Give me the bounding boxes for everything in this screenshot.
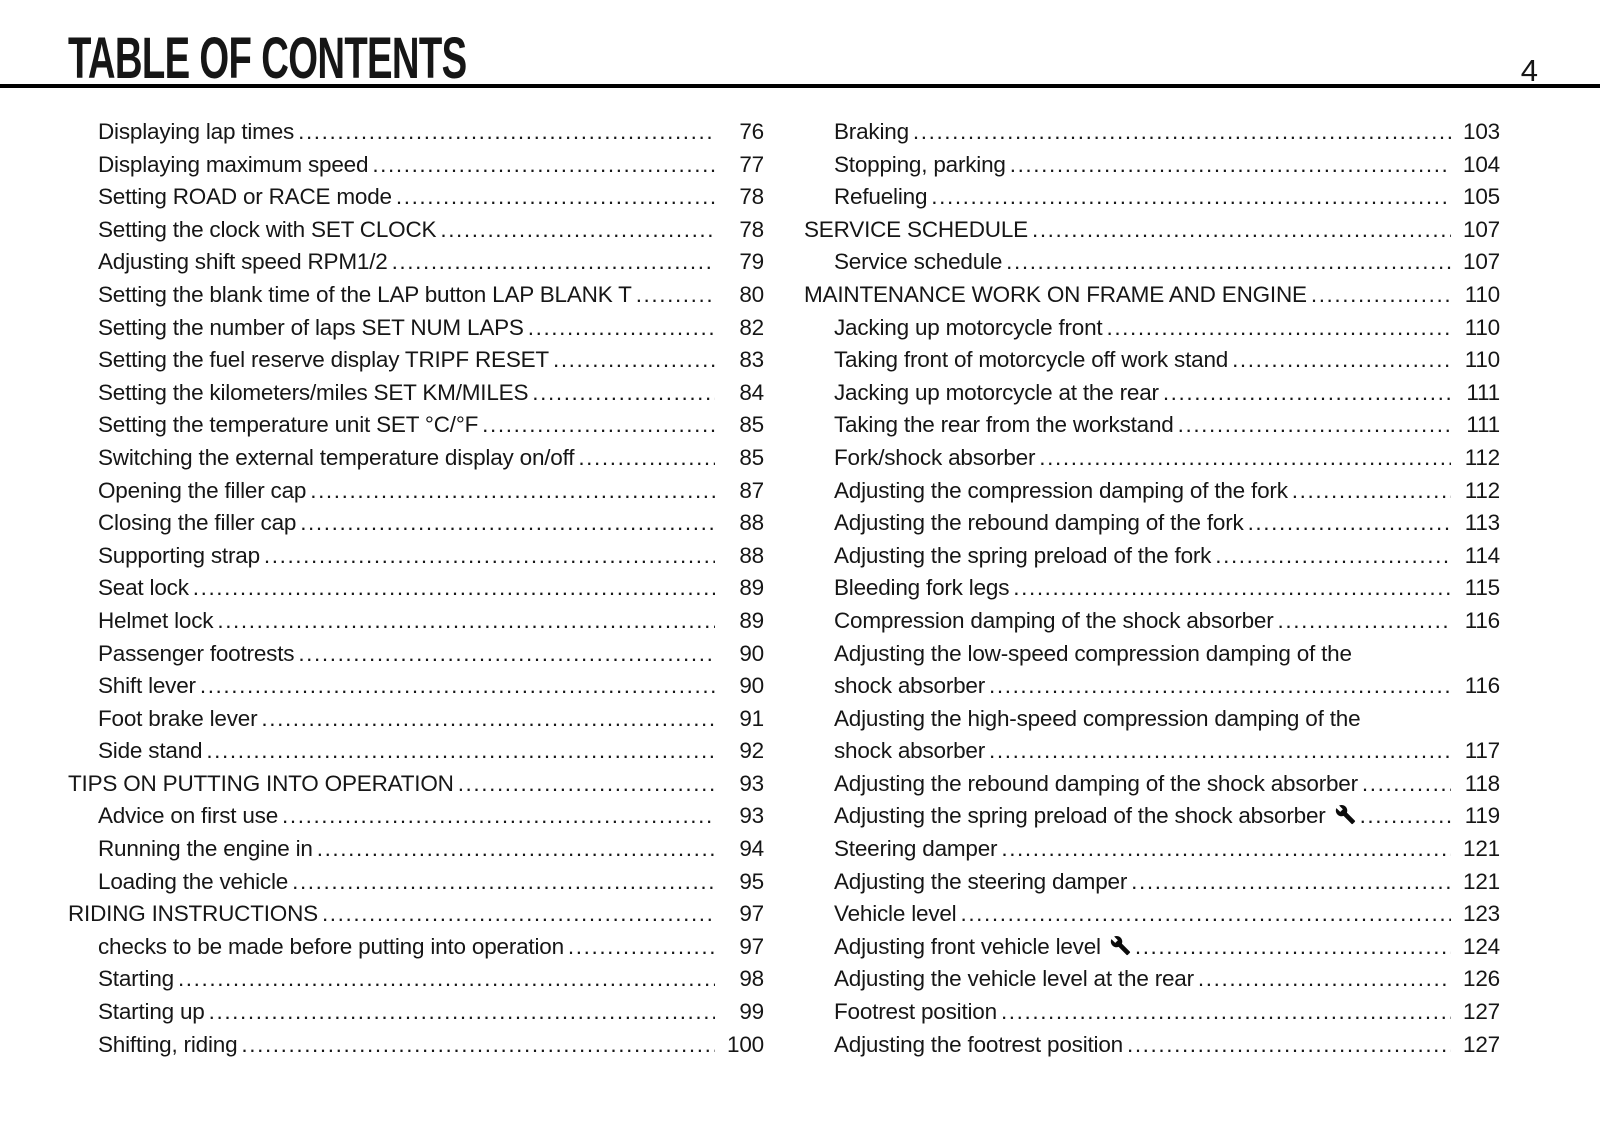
toc-entry — [804, 833, 1500, 866]
toc-entry — [68, 181, 764, 214]
toc-entry-label: Shift lever — [98, 673, 196, 699]
dot-leader — [1178, 409, 1451, 442]
toc-entry-label: Adjusting the compression damping of the fork — [834, 477, 1288, 503]
dot-leader — [1362, 768, 1451, 801]
toc-entry — [68, 116, 764, 149]
toc-entry — [68, 833, 764, 866]
toc-entry — [68, 996, 764, 1029]
toc-entry — [804, 931, 1500, 964]
toc-entry-label: Adjusting the spring preload of the shock absorber — [834, 803, 1326, 829]
toc-entry-page: 97 — [739, 933, 764, 959]
toc-entry-page: 107 — [1463, 249, 1500, 275]
dot-leader — [1010, 149, 1451, 182]
dot-leader — [193, 572, 715, 605]
toc-entry-label: Adjusting the rebound damping of the fork — [834, 510, 1244, 536]
toc-entry — [804, 866, 1500, 899]
toc-entry — [804, 246, 1500, 279]
toc-entry — [804, 344, 1500, 377]
toc-entry-page: 91 — [739, 705, 764, 731]
toc-entry — [68, 670, 764, 703]
toc-entry-page: 107 — [1463, 216, 1500, 242]
toc-entry-page: 76 — [739, 119, 764, 144]
dot-leader — [1001, 996, 1451, 1029]
toc-entry-label: Braking — [834, 119, 909, 144]
toc-entry-label: checks to be made before putting into operation — [98, 933, 564, 959]
dot-leader — [960, 898, 1451, 931]
dot-leader — [1360, 800, 1451, 833]
toc-entry-label: Displaying maximum speed — [98, 151, 369, 177]
toc-entry — [804, 963, 1500, 996]
toc-entry-page: 99 — [739, 999, 764, 1025]
toc-entry-page: 127 — [1463, 999, 1500, 1025]
toc-entry-label: Taking front of motorcycle off work stand — [834, 347, 1229, 373]
toc-entry-label: Supporting strap — [98, 542, 260, 568]
toc-column-left — [68, 116, 764, 1061]
toc-entry — [804, 409, 1500, 442]
toc-entry-page: 93 — [739, 803, 764, 829]
toc-entry-label: RIDING INSTRUCTIONS — [68, 901, 318, 927]
toc-entry — [804, 768, 1500, 801]
toc-entry-page: 112 — [1464, 444, 1500, 470]
dot-leader — [396, 181, 715, 214]
toc-entry-label: Advice on first use — [98, 803, 279, 829]
dot-leader — [1039, 442, 1451, 475]
toc-entry-page: 84 — [739, 379, 764, 405]
toc-entry-label: Opening the filler cap — [98, 477, 307, 503]
toc-entry-page: 116 — [1464, 673, 1500, 699]
toc-entry-label: Adjusting shift speed RPM1/2 — [98, 249, 388, 275]
toc-entry — [68, 377, 764, 410]
toc-entry-label: Setting the fuel reserve display TRIPF RESET — [98, 347, 549, 373]
dot-leader — [931, 181, 1451, 214]
toc-entry-label: Adjusting the spring preload of the fork — [834, 542, 1212, 568]
dot-leader — [636, 279, 715, 312]
toc-entry-label: Shifting, riding — [98, 1031, 238, 1057]
toc-entry-page: 83 — [739, 347, 764, 373]
toc-entry-page: 98 — [739, 966, 764, 992]
toc-entry-label: shock absorber — [834, 738, 986, 764]
dot-leader — [1106, 312, 1451, 345]
dot-leader — [298, 638, 715, 671]
toc-entry-page: 78 — [739, 184, 764, 210]
toc-entry — [804, 149, 1500, 182]
toc-entry-page: 100 — [727, 1031, 764, 1057]
dot-leader — [553, 344, 715, 377]
toc-entry — [68, 442, 764, 475]
toc-entry-page: 112 — [1464, 477, 1500, 503]
toc-entry-label: Foot brake lever — [98, 705, 258, 731]
toc-entry-page: 118 — [1464, 770, 1500, 796]
toc-entry-page: 111 — [1466, 412, 1500, 438]
toc-entry-page: 92 — [739, 738, 764, 764]
toc-entry — [804, 475, 1500, 508]
dot-leader — [913, 116, 1451, 149]
dot-leader — [578, 442, 715, 475]
toc-entry — [804, 800, 1500, 833]
dot-leader — [1232, 344, 1451, 377]
toc-entry — [804, 638, 1500, 703]
dot-leader — [264, 540, 715, 573]
dot-leader — [440, 214, 715, 247]
toc-entry — [68, 638, 764, 671]
dot-leader — [458, 768, 715, 801]
toc-entry — [804, 898, 1500, 931]
dot-leader — [1127, 1029, 1451, 1062]
toc-entry — [804, 377, 1500, 410]
toc-entry — [68, 800, 764, 833]
dot-leader — [989, 735, 1451, 768]
toc-entry-label: Service schedule — [834, 249, 1003, 275]
toc-entry-label: Refueling — [834, 184, 928, 210]
toc-entry — [68, 344, 764, 377]
dot-leader — [1292, 475, 1451, 508]
toc-entry-page: 121 — [1463, 836, 1500, 862]
toc-entry-label: Setting the kilometers/miles SET KM/MILES — [98, 379, 529, 405]
toc-entry-page: 124 — [1463, 933, 1500, 959]
toc-entry-label: Adjusting the vehicle level at the rear — [834, 966, 1194, 992]
page-header — [0, 0, 1600, 91]
toc-entry-page: 82 — [739, 314, 764, 340]
toc-entry-page: 88 — [739, 510, 764, 536]
toc-entry-label: Taking the rear from the workstand — [834, 412, 1174, 438]
toc-entry-label: Setting the clock with SET CLOCK — [98, 216, 437, 242]
toc-entry-label: TIPS ON PUTTING INTO OPERATION — [68, 770, 454, 796]
dot-leader — [568, 931, 715, 964]
dot-leader — [310, 475, 715, 508]
toc-entry — [804, 605, 1500, 638]
toc-entry-page: 111 — [1466, 379, 1500, 405]
toc-entry — [68, 703, 764, 736]
toc-entry — [68, 931, 764, 964]
dot-leader — [372, 149, 715, 182]
dot-leader — [322, 898, 715, 931]
toc-entry — [68, 1029, 764, 1062]
toc-entry — [804, 507, 1500, 540]
toc-entry-page: 85 — [739, 412, 764, 438]
toc-entry-label: Closing the filler cap — [98, 510, 297, 536]
dot-leader — [1278, 605, 1451, 638]
wrench-icon — [1335, 804, 1356, 825]
toc-entry-label: Footrest position — [834, 999, 997, 1025]
dot-leader — [1032, 214, 1451, 247]
toc-entry-label: Compression damping of the shock absorber — [834, 607, 1274, 633]
toc-entry-label: Adjusting front vehicle level — [834, 933, 1101, 959]
toc-entry-label: Bleeding fork legs — [834, 575, 1010, 601]
dot-leader — [392, 246, 715, 279]
toc-entry-page: 117 — [1464, 738, 1500, 764]
dot-leader — [1311, 279, 1451, 312]
toc-entry — [68, 312, 764, 345]
dot-leader — [200, 670, 715, 703]
toc-entry-page: 103 — [1463, 119, 1500, 144]
toc-entry-label: Displaying lap times — [98, 119, 295, 144]
toc-entry-page: 110 — [1464, 281, 1500, 307]
toc-entry — [68, 898, 764, 931]
toc-entry-page: 97 — [739, 901, 764, 927]
toc-entry — [68, 246, 764, 279]
toc-entry-page: 78 — [739, 216, 764, 242]
toc-entry-page: 93 — [739, 770, 764, 796]
toc-entry — [68, 507, 764, 540]
dot-leader — [532, 377, 715, 410]
toc-entry-page: 89 — [739, 575, 764, 601]
dot-leader — [1001, 833, 1451, 866]
toc-entry-page: 116 — [1464, 607, 1500, 633]
toc-entry-label: Adjusting the high-speed compression damping of the — [834, 705, 1361, 731]
toc-entry-page: 87 — [739, 477, 764, 503]
toc-entry-label: Setting the blank time of the LAP button LAP BLANK T — [98, 281, 632, 307]
toc-entry — [68, 866, 764, 899]
toc-entry — [68, 149, 764, 182]
dot-leader — [206, 735, 715, 768]
toc-entry-label: MAINTENANCE WORK ON FRAME AND ENGINE — [804, 281, 1307, 307]
toc-entry — [68, 735, 764, 768]
toc-entry-label: Fork/shock absorber — [834, 444, 1036, 470]
dot-leader — [298, 116, 715, 149]
dot-leader — [241, 1029, 715, 1062]
dot-leader — [1013, 572, 1451, 605]
toc-entry — [68, 409, 764, 442]
dot-leader — [1198, 963, 1451, 996]
toc-entry-page: 126 — [1463, 966, 1500, 992]
dot-leader — [282, 800, 715, 833]
toc-entry-page: 105 — [1463, 184, 1500, 210]
toc-entry-label: Helmet lock — [98, 607, 214, 633]
dot-leader — [1131, 866, 1451, 899]
toc-entry-label: Switching the external temperature display on/off — [98, 444, 575, 470]
toc-entry — [68, 605, 764, 638]
page-number: 4 — [1520, 53, 1538, 88]
toc-entry — [68, 768, 764, 801]
toc-entry — [804, 312, 1500, 345]
toc-entry — [804, 181, 1500, 214]
toc-entry-label: Running the engine in — [98, 836, 313, 862]
toc-entry-page: 79 — [739, 249, 764, 275]
dot-leader — [482, 409, 715, 442]
toc-entry-label: Adjusting the low-speed compression damping of the — [834, 640, 1352, 666]
toc-entry — [804, 703, 1500, 768]
toc-entry-label: Passenger footrests — [98, 640, 295, 666]
toc-entry-label: Setting the number of laps SET NUM LAPS — [98, 314, 524, 340]
toc-entry-label: Stopping, parking — [834, 151, 1006, 177]
toc-entry-label: Jacking up motorcycle front — [834, 314, 1103, 340]
toc-entry-page: 104 — [1463, 151, 1500, 177]
table-of-contents — [0, 88, 1600, 1061]
wrench-icon — [1110, 935, 1131, 956]
toc-entry-label: Starting up — [98, 999, 205, 1025]
dot-leader — [1215, 540, 1451, 573]
toc-entry-label: Steering damper — [834, 836, 998, 862]
toc-entry-page: 90 — [739, 673, 764, 699]
toc-entry-label: Starting — [98, 966, 174, 992]
toc-entry-label: Vehicle level — [834, 901, 957, 927]
toc-entry-page: 80 — [739, 281, 764, 307]
toc-entry — [804, 540, 1500, 573]
toc-entry — [804, 442, 1500, 475]
toc-entry-page: 85 — [739, 444, 764, 470]
toc-entry-page: 110 — [1464, 314, 1500, 340]
dot-leader — [317, 833, 715, 866]
toc-entry-label: Setting the temperature unit SET °C/°F — [98, 412, 479, 438]
dot-leader — [217, 605, 715, 638]
toc-entry — [804, 116, 1500, 149]
toc-entry-page: 77 — [739, 151, 764, 177]
toc-entry — [68, 279, 764, 312]
dot-leader — [1006, 246, 1451, 279]
dot-leader — [178, 963, 715, 996]
dot-leader — [1135, 931, 1451, 964]
toc-entry-label: shock absorber — [834, 673, 986, 699]
toc-entry-page: 115 — [1464, 575, 1500, 601]
toc-entry-page: 121 — [1463, 868, 1500, 894]
toc-entry-label: Adjusting the footrest position — [834, 1031, 1123, 1057]
toc-entry-label: Adjusting the rebound damping of the shock absorber — [834, 770, 1358, 796]
toc-entry-page: 90 — [739, 640, 764, 666]
toc-entry — [68, 214, 764, 247]
toc-entry-page: 119 — [1464, 803, 1500, 829]
dot-leader — [209, 996, 715, 1029]
page-title: TABLE OF CONTENTS — [68, 26, 467, 91]
dot-leader — [1248, 507, 1451, 540]
dot-leader — [300, 507, 715, 540]
toc-entry-label: SERVICE SCHEDULE — [804, 216, 1028, 242]
dot-leader — [261, 703, 715, 736]
toc-entry-page: 94 — [739, 836, 764, 862]
toc-entry-page: 89 — [739, 607, 764, 633]
toc-entry-label: Jacking up motorcycle at the rear — [834, 379, 1159, 405]
toc-entry-page: 123 — [1463, 901, 1500, 927]
dot-leader — [989, 670, 1451, 703]
toc-entry — [68, 475, 764, 508]
toc-entry-label: Setting ROAD or RACE mode — [98, 184, 392, 210]
toc-entry — [804, 214, 1500, 247]
toc-entry — [804, 1029, 1500, 1062]
toc-column-right — [804, 116, 1500, 1061]
toc-entry-page: 110 — [1464, 347, 1500, 373]
dot-leader — [528, 312, 715, 345]
toc-entry — [804, 279, 1500, 312]
toc-entry — [68, 572, 764, 605]
toc-entry — [68, 540, 764, 573]
toc-entry-label: Loading the vehicle — [98, 868, 289, 894]
toc-entry-label: Adjusting the steering damper — [834, 868, 1128, 894]
toc-entry — [804, 996, 1500, 1029]
toc-entry-page: 127 — [1463, 1031, 1500, 1057]
toc-entry-page: 95 — [739, 868, 764, 894]
toc-entry-page: 88 — [739, 542, 764, 568]
dot-leader — [292, 866, 715, 899]
toc-entry-label: Side stand — [98, 738, 203, 764]
toc-entry-label: Seat lock — [98, 575, 189, 601]
dot-leader — [1163, 377, 1451, 410]
toc-entry — [804, 572, 1500, 605]
toc-entry-page: 113 — [1464, 510, 1500, 536]
toc-entry-page: 114 — [1464, 542, 1500, 568]
toc-entry — [68, 963, 764, 996]
